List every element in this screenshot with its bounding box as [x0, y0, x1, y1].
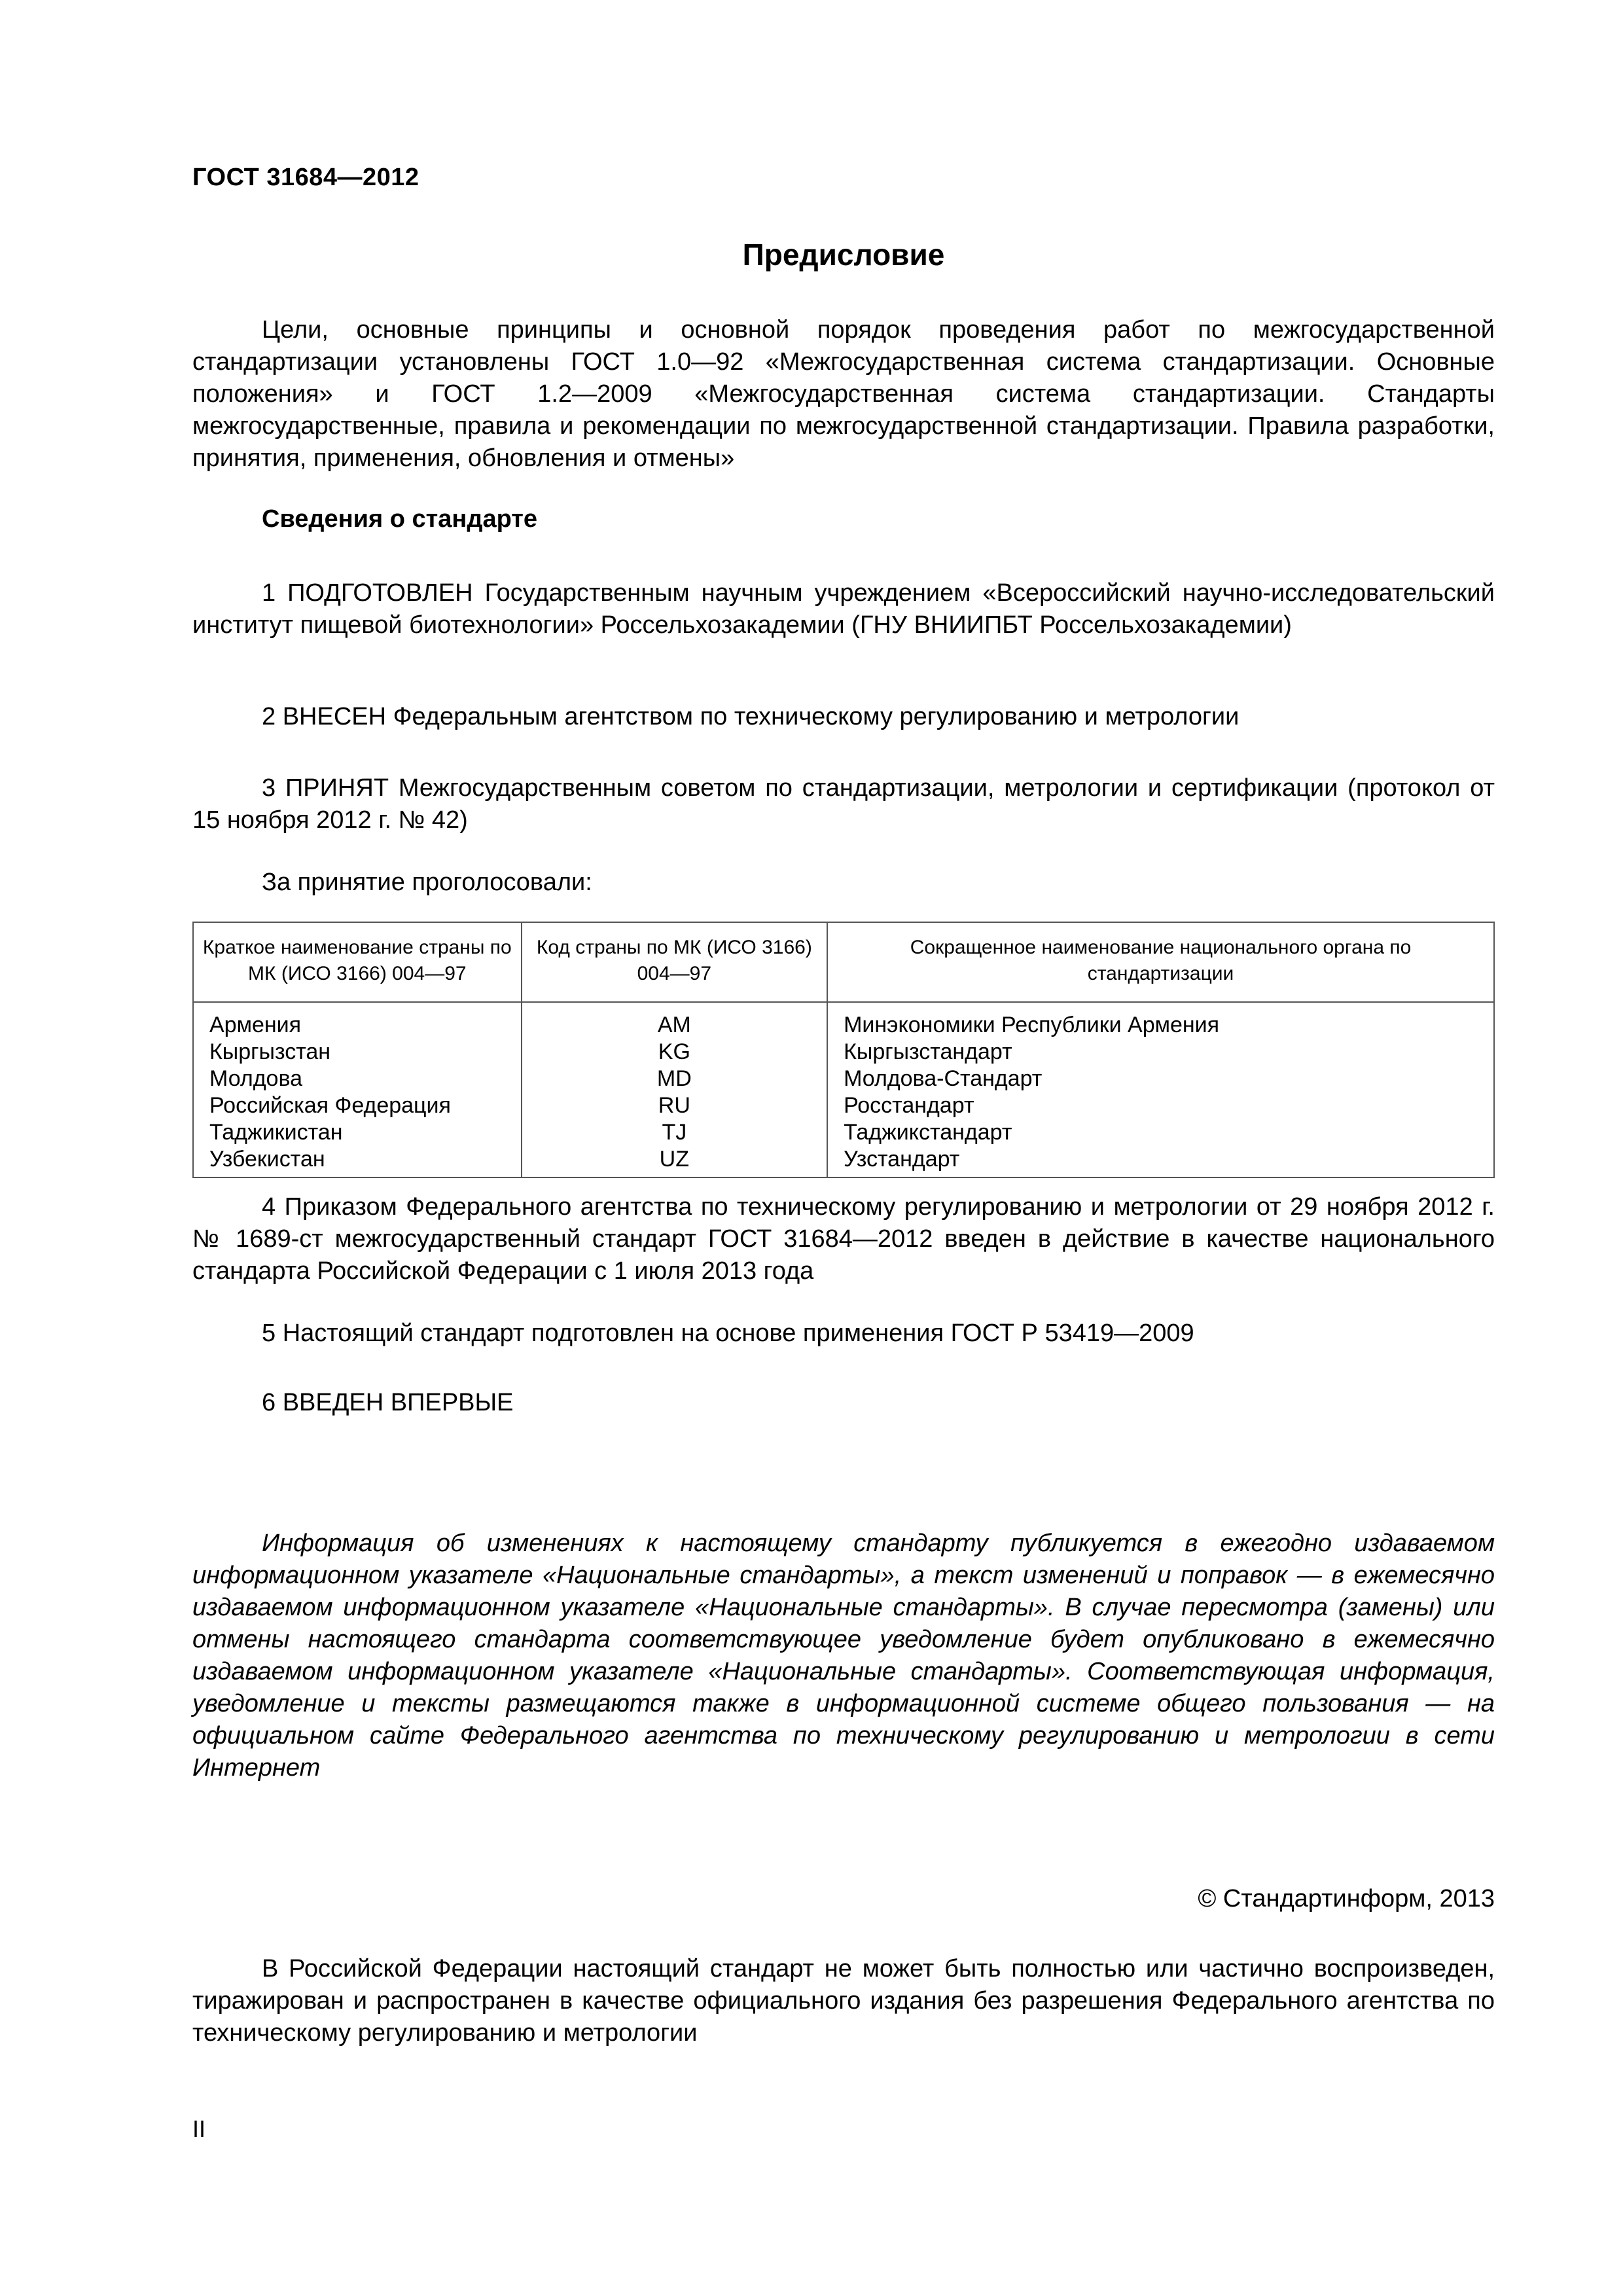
document-id: ГОСТ 31684—2012 [192, 164, 419, 191]
votes-table [192, 922, 1495, 1178]
national-body: Таджикстандарт [827, 1119, 1494, 1146]
country-code: KG [522, 1039, 827, 1066]
item-4: 4 Приказом Федерального агентства по техническому регулированию и метрологии от 29 ноября 2012 г. № 1689-ст межгосударственный стандарт ГОСТ 31684—2012 введен в действие в качестве национального стандарта Российской Федерации с 1 июля 2013 года [192, 1193, 1495, 1285]
item-6: 6 ВВЕДЕН ВПЕРВЫЕ [262, 1389, 514, 1416]
national-body: Кыргызстандарт [827, 1039, 1494, 1066]
page-title: Предисловие [742, 238, 945, 272]
country-name: Российская Федерация [193, 1092, 522, 1119]
intro-paragraph: Цели, основные принципы и основной порядок проведения работ по межгосударственной стандартизации установлены ГОСТ 1.0—92 «Межгосударственная система стандартизации. Основные положения» и ГОСТ 1.2—2009 «Межгосударственная система стандартизации. Стандарты межгосударственные, правила и рекомендации по межгосударственной стандартизации. Правила разработки, принятия, применения, обновления и отмены» [192, 316, 1495, 472]
table-row [193, 1092, 1494, 1119]
table-row [193, 1119, 1494, 1146]
copyright: © Стандартинформ, 2013 [1198, 1885, 1495, 1912]
header-country-code: Код страны по МК (ИСО 3166) 004—97 [522, 922, 827, 1002]
table-row [193, 1039, 1494, 1066]
item-1: 1 ПОДГОТОВЛЕН Государственным научным учреждением «Всероссийский научно-исследовательский институт пищевой биотехнологии» Россельхозакадемии (ГНУ ВНИИПБТ Россельхозакадемии) [192, 579, 1495, 639]
table-row [193, 1146, 1494, 1177]
item-5: 5 Настоящий стандарт подготовлен на основе применения ГОСТ Р 53419—2009 [262, 1319, 1194, 1347]
info-heading: Сведения о стандарте [262, 505, 538, 533]
country-name: Кыргызстан [193, 1039, 522, 1066]
table-row [193, 1002, 1494, 1039]
table-header-row [193, 922, 1494, 1002]
item-2: 2 ВНЕСЕН Федеральным агентством по техническому регулированию и метрологии [262, 703, 1240, 730]
country-code: UZ [522, 1146, 827, 1177]
country-name: Армения [193, 1002, 522, 1039]
header-national-body: Сокращенное наименование национального органа по стандартизации [827, 922, 1494, 1002]
header-country-name: Краткое наименование страны по МК (ИСО 3166) 004—97 [193, 922, 522, 1002]
notice-paragraph: Информация об изменениях к настоящему стандарту публикуется в ежегодно издаваемом информационном указателе «Национальные стандарты», а текст изменений и поправок — в ежемесячно издаваемом информационном указателе «Национальные стандарты». В случае пересмотра (замены) или отмены настоящего стандарта соответствующее уведомление будет опубликовано в ежемесячно издаваемом информационном указателе «Национальные стандарты». Соответствующая информация, уведомление и тексты размещаются также в информационной системе общего пользования — на официальном сайте Федерального агентства по техническому регулированию и метрологии в сети Интернет [192, 1530, 1495, 1782]
national-body: Узстандарт [827, 1146, 1494, 1177]
country-code: TJ [522, 1119, 827, 1146]
country-code: RU [522, 1092, 827, 1119]
country-code: MD [522, 1066, 827, 1092]
table-row [193, 1066, 1494, 1092]
page-number: II [192, 2115, 206, 2142]
national-body: Молдова-Стандарт [827, 1066, 1494, 1092]
rights-paragraph: В Российской Федерации настоящий стандарт не может быть полностью или частично воспроизведен, тиражирован и распространен в качестве официального издания без разрешения Федерального агентства по техническому регулированию и метрологии [192, 1955, 1495, 2047]
country-code: AM [522, 1002, 827, 1039]
country-name: Молдова [193, 1066, 522, 1092]
national-body: Росстандарт [827, 1092, 1494, 1119]
country-name: Узбекистан [193, 1146, 522, 1177]
country-name: Таджикистан [193, 1119, 522, 1146]
item-3: 3 ПРИНЯТ Межгосударственным советом по стандартизации, метрологии и сертификации (протокол от 15 ноября 2012 г. № 42) [192, 774, 1495, 834]
national-body: Минэкономики Республики Армения [827, 1002, 1494, 1039]
vote-label: За принятие проголосовали: [262, 869, 592, 896]
